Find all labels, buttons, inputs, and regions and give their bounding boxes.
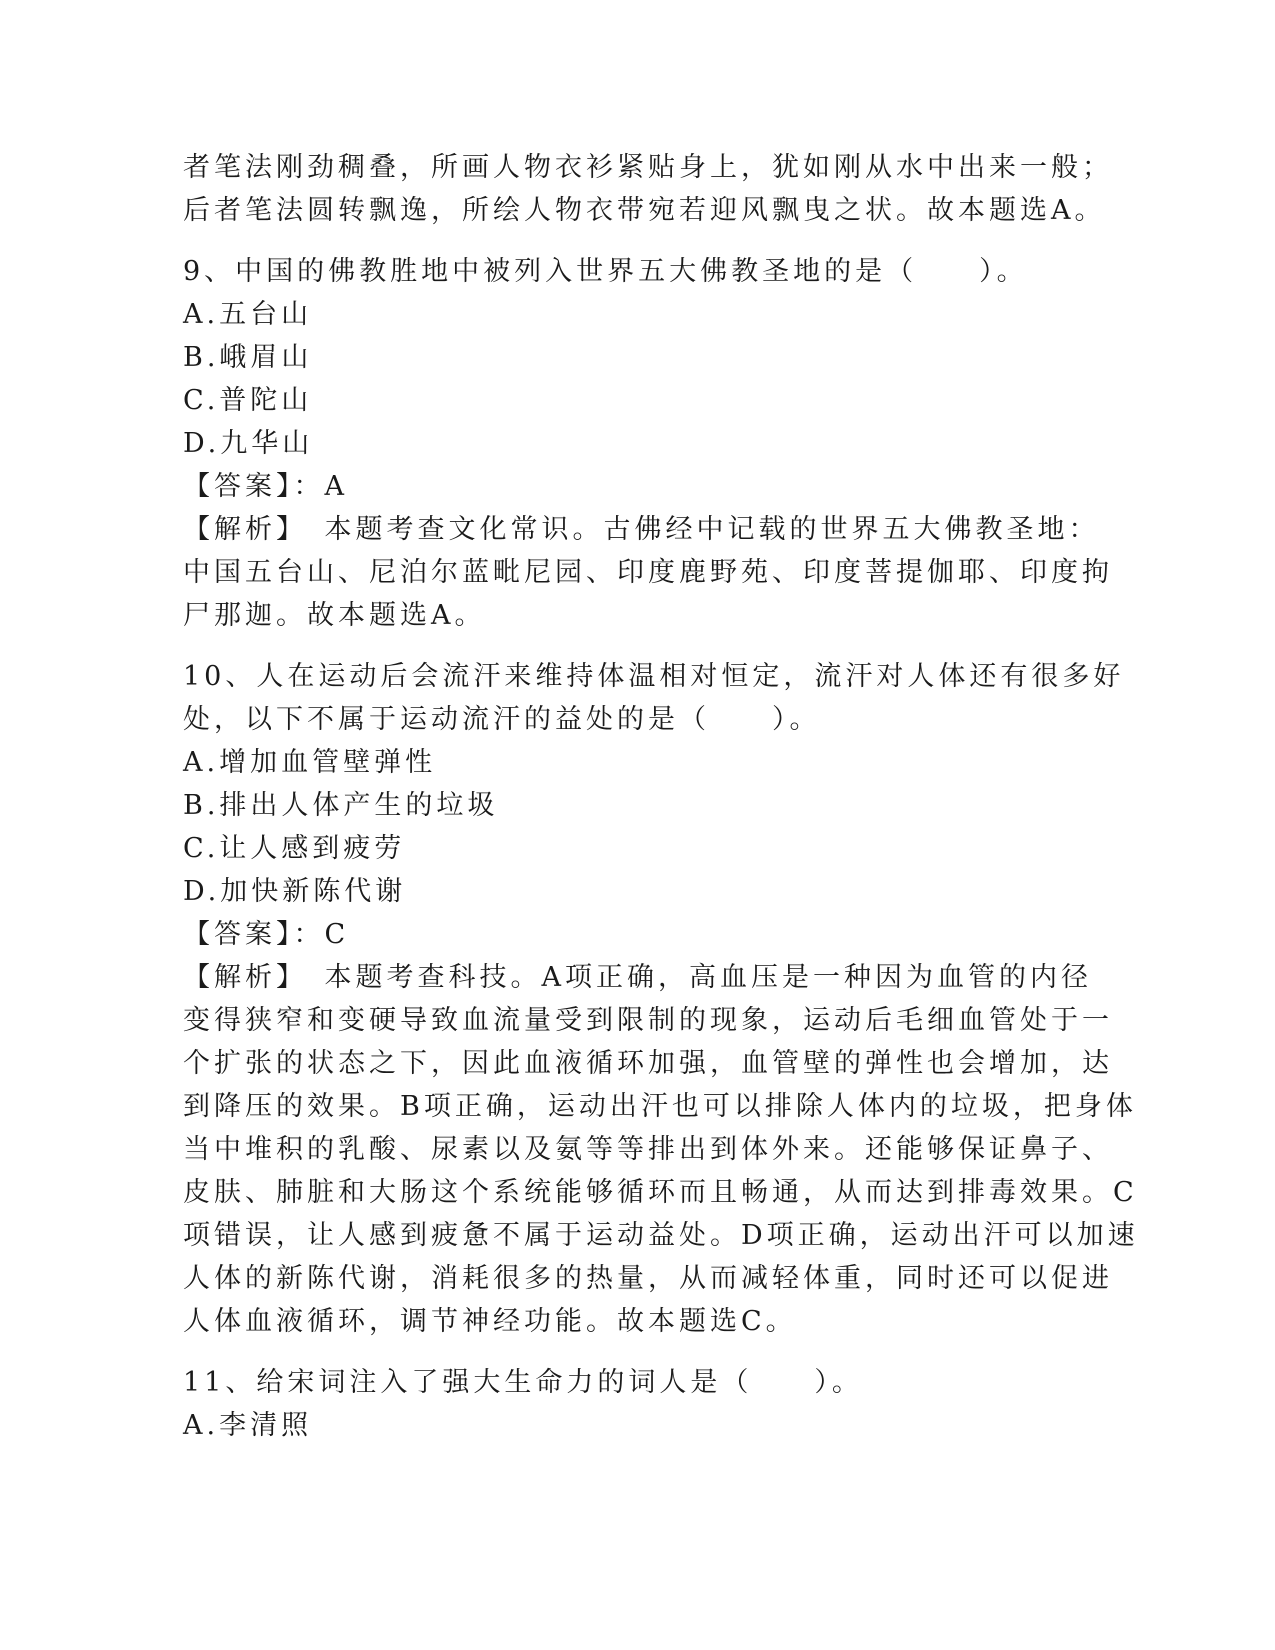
previous-explanation bbox=[183, 146, 1113, 232]
question-stem: 处，以下不属于运动流汗的益处的是（ ）。 bbox=[183, 704, 821, 735]
analysis-line: 【解析】 本题考查文化常识。古佛经中记载的世界五大佛教圣地： bbox=[183, 514, 1100, 545]
analysis-line: 变得狭窄和变硬导致血流量受到限制的现象，运动后毛细血管处于一 bbox=[183, 1005, 1113, 1036]
option-a: A.五台山 bbox=[183, 299, 313, 330]
text-line: 后者笔法圆转飘逸，所绘人物衣带宛若迎风飘曳之状。故本题选A。 bbox=[183, 195, 1106, 226]
question-9 bbox=[183, 250, 1113, 637]
analysis-line: 项错误，让人感到疲惫不属于运动益处。D项正确，运动出汗可以加速 bbox=[183, 1220, 1139, 1251]
analysis-line: 皮肤、肺脏和大肠这个系统能够循环而且畅通，从而达到排毒效果。C bbox=[183, 1177, 1138, 1208]
question-stem: 11、给宋词注入了强大生命力的词人是（ ）。 bbox=[183, 1367, 863, 1398]
analysis-line: 尸那迦。故本题选A。 bbox=[183, 600, 486, 631]
analysis-line: 到降压的效果。B项正确，运动出汗也可以排除人体内的垃圾，把身体 bbox=[183, 1091, 1137, 1122]
question-10 bbox=[183, 655, 1139, 1343]
analysis-line: 个扩张的状态之下，因此血液循环加强，血管壁的弹性也会增加，达 bbox=[183, 1048, 1113, 1079]
analysis-line: 中国五台山、尼泊尔蓝毗尼园、印度鹿野苑、印度菩提伽耶、印度拘 bbox=[183, 557, 1113, 588]
question-11 bbox=[183, 1361, 1083, 1447]
analysis-line: 当中堆积的乳酸、尿素以及氨等等排出到体外来。还能够保证鼻子、 bbox=[183, 1134, 1113, 1165]
answer: 【答案】：A bbox=[183, 471, 348, 502]
exam-page bbox=[183, 146, 1139, 1447]
option-d: D.九华山 bbox=[183, 428, 314, 459]
option-b: B.排出人体产生的垃圾 bbox=[183, 790, 499, 821]
option-a: A.李清照 bbox=[183, 1410, 313, 1441]
option-a: A.增加血管壁弹性 bbox=[183, 747, 437, 778]
option-d: D.加快新陈代谢 bbox=[183, 876, 407, 907]
text-line: 者笔法刚劲稠叠，所画人物衣衫紧贴身上，犹如刚从水中出来一般； bbox=[183, 152, 1113, 183]
answer: 【答案】：C bbox=[183, 919, 350, 950]
analysis-line: 人体血液循环，调节神经功能。故本题选C。 bbox=[183, 1306, 797, 1337]
analysis-line: 【解析】 本题考查科技。A项正确，高血压是一种因为血管的内径 bbox=[183, 962, 1092, 993]
option-c: C.普陀山 bbox=[183, 385, 313, 416]
question-stem: 9、中国的佛教胜地中被列入世界五大佛教圣地的是（ ）。 bbox=[183, 256, 1028, 287]
analysis-line: 人体的新陈代谢，消耗很多的热量，从而减轻体重，同时还可以促进 bbox=[183, 1263, 1113, 1294]
question-stem: 10、人在运动后会流汗来维持体温相对恒定，流汗对人体还有很多好 bbox=[183, 661, 1125, 692]
option-b: B.峨眉山 bbox=[183, 342, 313, 373]
option-c: C.让人感到疲劳 bbox=[183, 833, 406, 864]
